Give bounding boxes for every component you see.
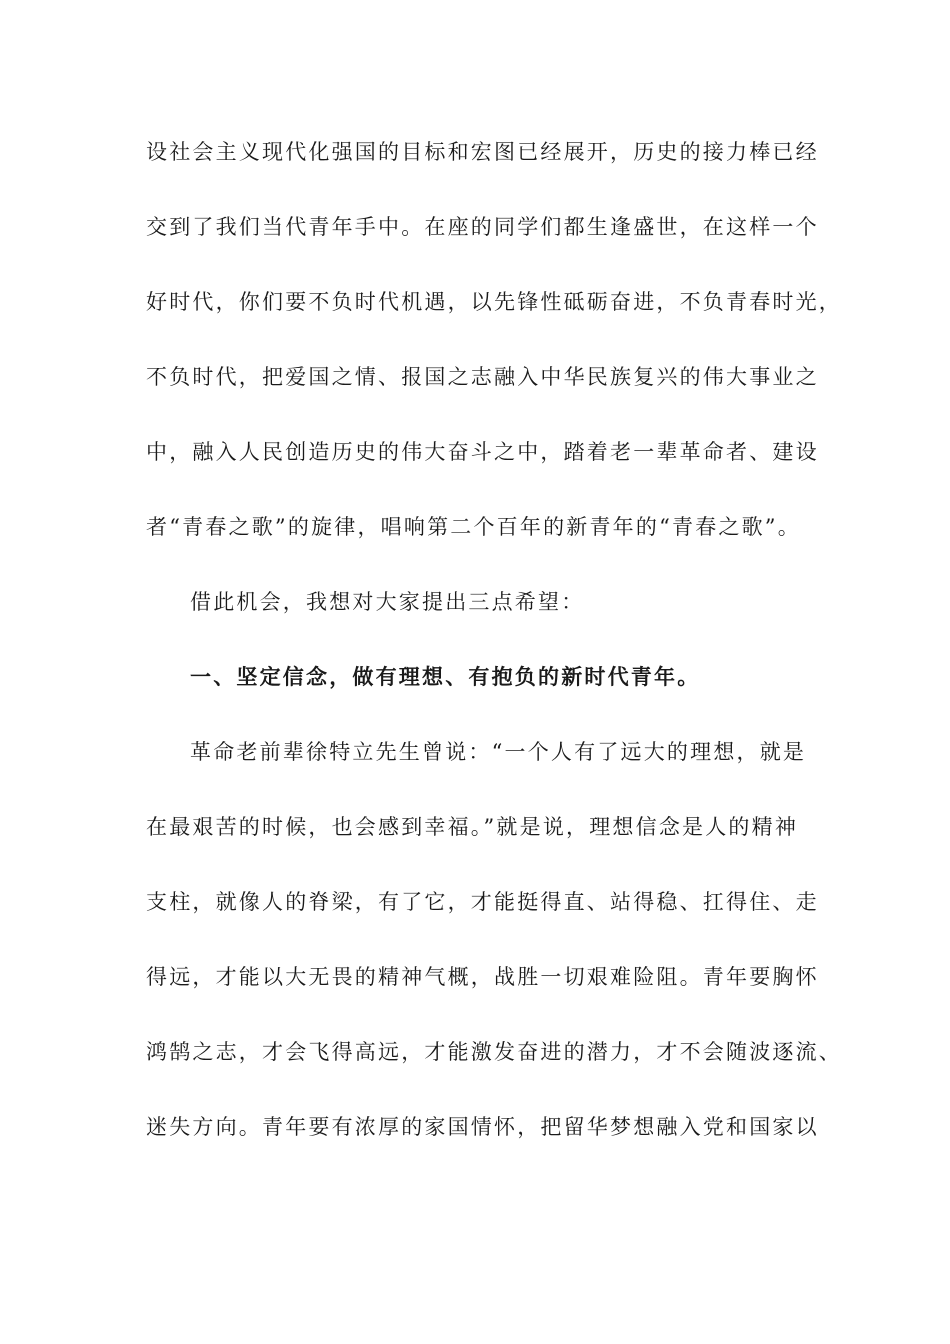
paragraph-line: 得远，才能以大无畏的精神气概，战胜一切艰难险阻。青年要胸怀 <box>146 965 819 989</box>
paragraph-line: 设社会主义现代化强国的目标和宏图已经展开，历史的接力棒已经 <box>146 140 819 164</box>
paragraph-line: 革命老前辈徐特立先生曾说：“一个人有了远大的理想，就是 <box>190 740 807 764</box>
paragraph-line: 鸿鹄之志，才会飞得高远，才能激发奋进的潜力，才不会随波逐流、 <box>146 1040 842 1064</box>
paragraph-line: 不负时代，把爱国之情、报国之志融入中华民族复兴的伟大事业之 <box>146 365 819 389</box>
paragraph-line: 交到了我们当代青年手中。在座的同学们都生逢盛世，在这样一个 <box>146 215 819 239</box>
paragraph-line: 好时代，你们要不负时代机遇，以先锋性砥砺奋进，不负青春时光， <box>146 290 842 314</box>
paragraph-line: 借此机会，我想对大家提出三点希望： <box>190 590 585 614</box>
section-heading: 一、坚定信念，做有理想、有抱负的新时代青年。 <box>190 664 701 689</box>
paragraph-line: 中，融入人民创造历史的伟大奋斗之中，踏着老一辈革命者、建设 <box>146 440 819 464</box>
paragraph-line: 支柱，就像人的脊梁，有了它，才能挺得直、站得稳、扛得住、走 <box>146 890 819 914</box>
paragraph-line: 在最艰苦的时候，也会感到幸福。”就是说，理想信念是人的精神 <box>146 815 799 839</box>
paragraph-line: 者“青春之歌”的旋律，唱响第二个百年的新青年的“青春之歌”。 <box>146 515 801 539</box>
paragraph-line: 迷失方向。青年要有浓厚的家国情怀，把留华梦想融入党和国家以 <box>146 1115 819 1139</box>
